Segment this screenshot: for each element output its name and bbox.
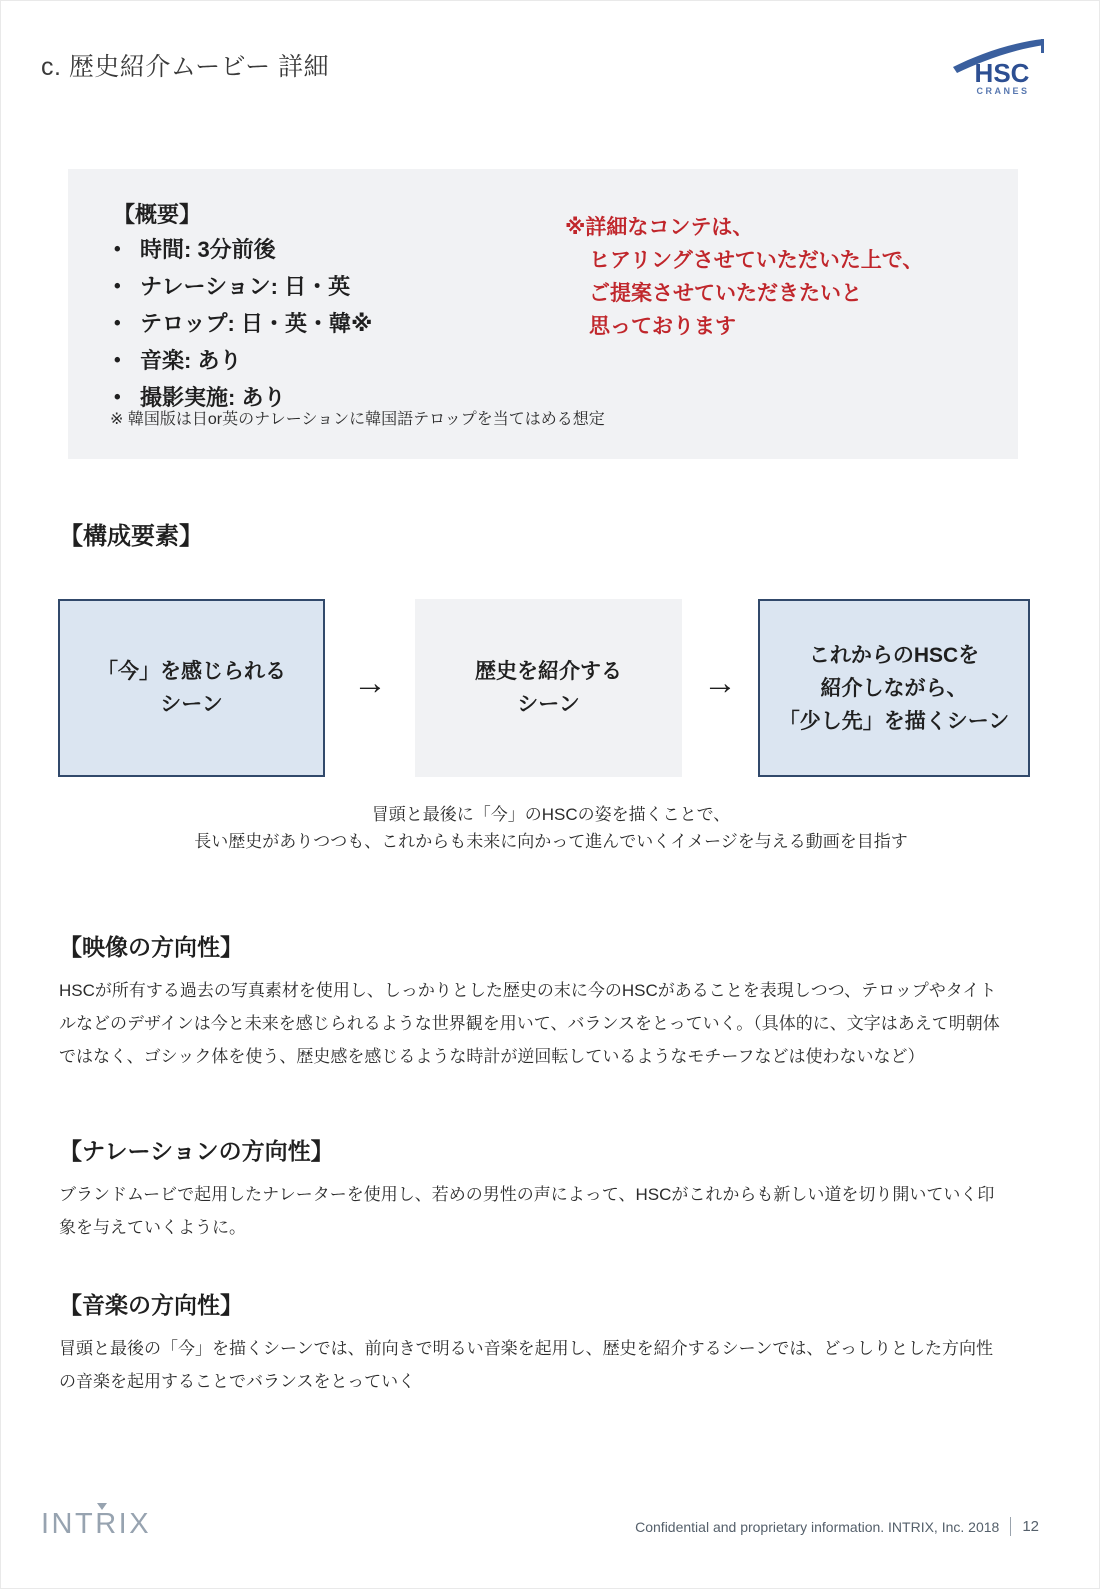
page-title: c. 歴史紹介ムービー 詳細 [41, 53, 330, 81]
list-item: • ナレーション: 日・英 [108, 268, 372, 305]
footer-confidential-note [635, 1517, 1039, 1536]
overview-red-note [565, 211, 923, 343]
flow-caption-line-2: 長い歴史がありつつも、これからも未来に向かって進んでいくイメージを与える動画を目指す [194, 832, 908, 851]
red-note-line-2: ヒアリングさせていただいた上で、 [589, 249, 924, 272]
red-note-line-4: 思っております [589, 315, 736, 338]
list-item: • 撮影実施: あり [108, 379, 372, 416]
list-item: • 音楽: あり [108, 342, 372, 379]
direction-narration-heading: 【ナレーションの方向性】 [59, 1138, 334, 1164]
hsc-cranes-logo [947, 37, 1057, 99]
direction-narration-body: ブランドムービで起用したナレーターを使用し、若めの男性の声によって、HSCがこれからも新しい道を切り開いていく印象を与えていくように。 [59, 1185, 995, 1237]
flow-box-3-line-2: 紹介しながら、 [820, 676, 968, 700]
direction-video-heading: 【映像の方向性】 [59, 934, 243, 960]
logo-text: HSC [974, 58, 1030, 88]
flow-box-3-line-3: 「少し先」を描くシーン [778, 709, 1010, 733]
flow-caption-line-1: 冒頭と最後に「今」のHSCの姿を描くことで、 [371, 805, 731, 824]
flow-box-future-scene [758, 599, 1030, 777]
flow-box-3-line-1: これからのHSCを [808, 643, 980, 667]
direction-music-heading: 【音楽の方向性】 [59, 1292, 243, 1318]
intrix-logo [41, 1501, 171, 1541]
direction-music-body: 冒頭と最後の「今」を描くシーンでは、前向きで明るい音楽を起用し、歴史を紹介するシーンでは、どっしりとした方向性の音楽を起用することでバランスをとっていく [59, 1339, 993, 1391]
page-number: 12 [1022, 1518, 1039, 1535]
components-section-label: 【構成要素】 [59, 523, 203, 550]
flow-box-now-scene [58, 599, 325, 777]
flow-box-history-scene [415, 599, 682, 777]
flow-caption [1, 801, 1100, 855]
direction-video-body: HSCが所有する過去の写真素材を使用し、しっかりとした歴史の末に今のHSCがあることを表現しつつ、テロップやタイトルなどのデザインは今と未来を感じられるような世界観を用いて、バランスをとっていく。（具体的に、文字はあえて明朝体ではなく、ゴシック体を使う、歴史感を感じるような時計が逆回転しているようなモチーフなどは使わないなど） [59, 981, 1000, 1066]
arrow-right-icon: → [353, 664, 387, 702]
overview-footnote: ※ 韓国版は日or英のナレーションに韓国語テロップを当てはめる想定 [110, 411, 605, 428]
red-note-line-3: ご提案させていただきたいと [589, 282, 862, 305]
red-note-line-1: ※詳細なコンテは、 [565, 216, 754, 239]
components-flow-diagram [58, 599, 1030, 777]
footer-confidential-text: Confidential and proprietary information. INTRIX, Inc. 2018 [635, 1518, 1000, 1535]
overview-list [108, 231, 372, 416]
intrix-logo-text: INTRIX [41, 1508, 152, 1540]
direction-video-section [59, 929, 1009, 1073]
direction-narration-section [59, 1133, 1009, 1244]
flow-box-2-line-1: 歴史を紹介する [475, 660, 622, 683]
list-item: • 時間: 3分前後 [108, 231, 372, 268]
flow-box-1-line-2: シーン [160, 693, 223, 716]
overview-panel [68, 169, 1018, 459]
list-item: • テロップ: 日・英・韓※ [108, 305, 372, 342]
flow-box-2-line-2: シーン [517, 693, 580, 716]
overview-heading: 【概要】 [113, 202, 202, 227]
flow-box-1-line-1: 「今」を感じられる [97, 660, 286, 683]
arrow-right-icon: → [703, 664, 737, 702]
logo-tagline: CRANES [976, 86, 1030, 96]
direction-music-section [59, 1287, 1009, 1398]
footer-divider [1010, 1517, 1011, 1536]
